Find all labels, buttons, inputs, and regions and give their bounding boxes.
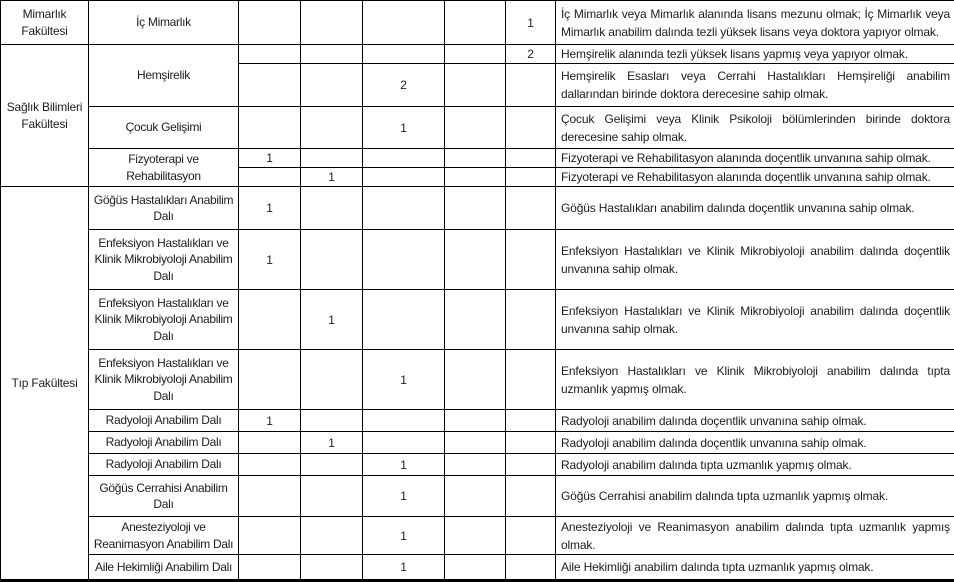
count-cell (301, 64, 363, 107)
count-cell: 1 (363, 476, 445, 517)
count-cell (239, 517, 301, 555)
requirement-cell: Radyoloji anabilim dalında doçentlik unvanına sahip olmak. (556, 432, 954, 454)
requirement-cell: Anesteziyoloji ve Reanimasyon anabilim dalında tıpta uzmanlık yapmış olmak. (556, 517, 954, 555)
count-cell (301, 107, 363, 149)
requirement-cell: İç Mimarlık veya Mimarlık alanında lisans mezunu olmak; İç Mimarlık veya Mimarlık anabilim dalında tezli yüksek lisans veya doktora yapıyor olmak. (556, 1, 954, 45)
count-cell (301, 149, 363, 168)
table-row (1, 149, 954, 168)
count-cell (506, 517, 556, 555)
requirement-cell: Fizyoterapi ve Rehabilitasyon alanında doçentlik unvanına sahip olmak. (556, 149, 954, 168)
count-cell (445, 149, 506, 168)
count-cell (506, 187, 556, 230)
count-cell (301, 517, 363, 555)
table-row (1, 517, 954, 555)
department-cell: Göğüs Cerrahisi Anabilim Dalı (89, 476, 239, 517)
count-cell (363, 432, 445, 454)
count-cell (506, 350, 556, 410)
department-cell: Anesteziyoloji ve Reanimasyon Anabilim Dalı (89, 517, 239, 555)
count-cell (301, 350, 363, 410)
count-cell: 2 (506, 45, 556, 64)
count-cell (239, 432, 301, 454)
department-cell: Aile Hekimliği Anabilim Dalı (89, 555, 239, 581)
count-cell (506, 476, 556, 517)
count-cell (301, 454, 363, 476)
table-row (1, 555, 954, 581)
requirement-cell: Enfeksiyon Hastalıkları ve Klinik Mikrobiyoloji anabilim dalında doçentlik unvanına sahip olmak. (556, 290, 954, 350)
requirement-cell: Hemşirelik alanında tezli yüksek lisans yapmış veya yapıyor olmak. (556, 45, 954, 64)
requirement-cell: Hemşirelik Esasları veya Cerrahi Hastalıkları Hemşireliği anabilim dallarından birinde doktora derecesine sahip olmak. (556, 64, 954, 107)
count-cell (506, 555, 556, 581)
department-cell: Radyoloji Anabilim Dalı (89, 432, 239, 454)
table-row (1, 290, 954, 350)
table-row (1, 230, 954, 290)
count-cell: 1 (239, 410, 301, 432)
department-cell: Enfeksiyon Hastalıkları ve Klinik Mikrobiyoloji Anabilim Dalı (89, 230, 239, 290)
count-cell (445, 476, 506, 517)
requirement-cell: Fizyoterapi ve Rehabilitasyon alanında doçentlik unvanına sahip olmak. (556, 168, 954, 187)
count-cell (239, 1, 301, 45)
department-cell: İç Mimarlık (89, 1, 239, 45)
count-cell (445, 230, 506, 290)
count-cell (506, 290, 556, 350)
requirement-cell: Aile Hekimliği anabilim dalında tıpta uzmanlık yapmış olmak. (556, 555, 954, 581)
count-cell (239, 290, 301, 350)
count-cell (445, 45, 506, 64)
count-cell (445, 517, 506, 555)
count-cell (506, 454, 556, 476)
department-cell: Fizyoterapi ve Rehabilitasyon (89, 149, 239, 187)
count-cell (445, 187, 506, 230)
count-cell (363, 1, 445, 45)
count-cell: 1 (239, 149, 301, 168)
count-cell: 1 (363, 517, 445, 555)
count-cell (445, 290, 506, 350)
count-cell (239, 555, 301, 581)
count-cell (506, 410, 556, 432)
count-cell (239, 454, 301, 476)
requirement-cell: Radyoloji anabilim dalında tıpta uzmanlık yapmış olmak. (556, 454, 954, 476)
requirement-cell: Göğüs Cerrahisi anabilim dalında tıpta uzmanlık yapmış olmak. (556, 476, 954, 517)
count-cell (445, 350, 506, 410)
count-cell (363, 410, 445, 432)
department-cell: Radyoloji Anabilim Dalı (89, 410, 239, 432)
count-cell (506, 64, 556, 107)
count-cell (445, 64, 506, 107)
requirement-cell: Göğüs Hastalıkları anabilim dalında doçentlik unvanına sahip olmak. (556, 187, 954, 230)
department-cell: Enfeksiyon Hastalıkları ve Klinik Mikrobiyoloji Anabilim Dalı (89, 290, 239, 350)
count-cell (239, 168, 301, 187)
count-cell (445, 1, 506, 45)
count-cell (363, 230, 445, 290)
department-cell: Göğüs Hastalıkları Anabilim Dalı (89, 187, 239, 230)
count-cell (506, 432, 556, 454)
faculty-cell: Tıp Fakültesi (1, 187, 89, 581)
table-row (1, 350, 954, 410)
count-cell (301, 410, 363, 432)
count-cell (301, 187, 363, 230)
table-row (1, 454, 954, 476)
count-cell (301, 45, 363, 64)
count-cell (445, 410, 506, 432)
count-cell (363, 149, 445, 168)
count-cell (301, 1, 363, 45)
count-cell (445, 555, 506, 581)
department-cell: Radyoloji Anabilim Dalı (89, 454, 239, 476)
table-row (1, 45, 954, 64)
table-row (1, 1, 954, 45)
count-cell (445, 107, 506, 149)
count-cell (239, 107, 301, 149)
count-cell (506, 107, 556, 149)
count-cell (363, 168, 445, 187)
count-cell (239, 350, 301, 410)
count-cell: 1 (239, 187, 301, 230)
count-cell (239, 45, 301, 64)
count-cell (506, 168, 556, 187)
table-row (1, 410, 954, 432)
requirement-cell: Enfeksiyon Hastalıkları ve Klinik Mikrobiyoloji anabilim dalında tıpta uzmanlık yapmış olmak. (556, 350, 954, 410)
requirement-cell: Çocuk Gelişimi veya Klinik Psikoloji bölümlerinden birinde doktora derecesine sahip olmak. (556, 107, 954, 149)
count-cell (506, 149, 556, 168)
count-cell: 2 (363, 64, 445, 107)
department-cell: Çocuk Gelişimi (89, 107, 239, 149)
count-cell (363, 187, 445, 230)
count-cell (239, 64, 301, 107)
count-cell (445, 168, 506, 187)
count-cell (301, 476, 363, 517)
department-cell: Hemşirelik (89, 45, 239, 107)
faculty-cell: Mimarlık Fakültesi (1, 1, 89, 45)
table-row (1, 476, 954, 517)
table-row (1, 107, 954, 149)
count-cell (301, 555, 363, 581)
requirement-cell: Enfeksiyon Hastalıkları ve Klinik Mikrobiyoloji anabilim dalında doçentlik unvanına sahip olmak. (556, 230, 954, 290)
count-cell (363, 45, 445, 64)
table-row (1, 187, 954, 230)
count-cell (363, 290, 445, 350)
table-row (1, 432, 954, 454)
count-cell: 1 (301, 168, 363, 187)
count-cell: 1 (363, 555, 445, 581)
count-cell: 1 (506, 1, 556, 45)
count-cell (445, 454, 506, 476)
count-cell: 1 (239, 230, 301, 290)
department-cell: Enfeksiyon Hastalıkları ve Klinik Mikrobiyoloji Anabilim Dalı (89, 350, 239, 410)
count-cell (239, 476, 301, 517)
count-cell: 1 (301, 432, 363, 454)
count-cell (445, 432, 506, 454)
count-cell: 1 (363, 350, 445, 410)
count-cell: 1 (363, 107, 445, 149)
count-cell: 1 (363, 454, 445, 476)
count-cell (301, 230, 363, 290)
count-cell (506, 230, 556, 290)
faculty-cell: Sağlık Bilimleri Fakültesi (1, 45, 89, 187)
requirement-cell: Radyoloji anabilim dalında doçentlik unvanına sahip olmak. (556, 410, 954, 432)
count-cell: 1 (301, 290, 363, 350)
